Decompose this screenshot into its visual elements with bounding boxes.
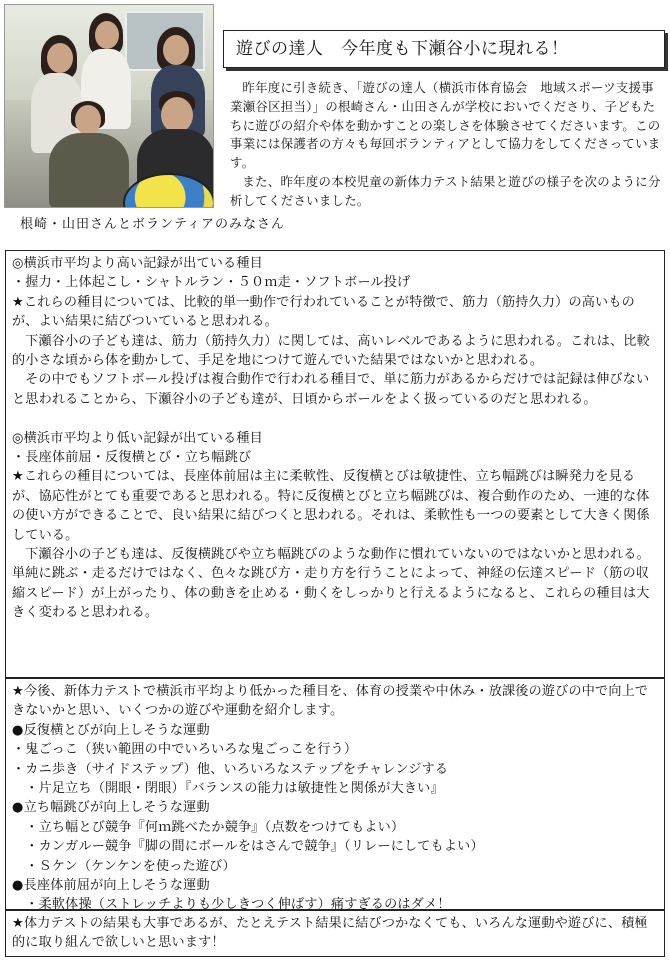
activities-box: [5, 678, 665, 913]
activity-item: ・柔軟体操（ストレッチよりも少しきつく伸ばす）痛すぎるのはダメ！: [12, 897, 451, 913]
closing-message: ★体力テストの結果も大事であるが、たとえテスト結果に結びつかなくても、いろんな運動や遊びに、積極的に取り組んで欲しいと思います！: [12, 916, 648, 951]
article-intro: [230, 79, 666, 211]
closing-box: [5, 910, 665, 957]
high-analysis: その中でもソフトボール投げは複合動作で行われる種目で、単に筋力があるからだけでは記録は伸びないと思われることから、下瀬谷小の子ども達が、日頃からボールをよく扱っているのだと思われる。: [12, 372, 650, 407]
low-heading: ◎横浜市平均より低い記録が出ている種目: [12, 430, 263, 446]
activity-item: ・Ｓケン（ケンケンを使った遊び）: [12, 858, 236, 874]
high-heading: ◎横浜市平均より高い記録が出ている種目: [12, 256, 263, 271]
activity-item: ・鬼ごっこ（狭い範囲の中でいろいろな鬼ごっこを行う）: [12, 742, 358, 758]
low-items: ・長座体前屈・反復横とび・立ち幅跳び: [12, 450, 252, 466]
activity-group-heading: ●立ち幅跳びが向上しそうな運動: [12, 800, 210, 816]
high-items: ・握力・上体起こし・シャトルラン・５０ｍ走・ソフトボール投げ: [12, 275, 411, 291]
activity-group-heading: ●反復横とびが向上しそうな運動: [12, 722, 210, 738]
activity-group-heading: ●長座体前屈が向上しそうな運動: [12, 878, 210, 894]
article-title: 遊びの達人 今年度も下瀬谷小に現れる！: [223, 30, 665, 68]
low-analysis: 下瀬谷小の子ども達は、反復横跳びや立ち幅跳びのような動作に慣れていないのではないかと思われる。単純に跳ぶ・走るだけではなく、色々な跳び方・走り方を行うことによって、神経の伝達スピード（筋の収縮スピード）が上がったり、体の動きを止める・動くをしっかりと行えるようになると、これらの種目は大きく変わると思われる。: [12, 547, 650, 621]
volunteers-photo: [4, 4, 214, 208]
intro-paragraph: 昨年度に引き続き、「遊びの達人（横浜市体育協会 地域スポーツ支援事業瀬谷区担当）」の根崎さん・山田さんが学校においでくださり、子どもたちに遊びの紹介や体を動かすことの楽しさを体験させてくださいます。この事業には保護者の方々も毎回ボランティアとして協力をしてくださっています。: [230, 80, 661, 171]
activity-item: ・カンガルー競争『脚の間にボールをはさんで競争』（リレーにしてもよい）: [12, 839, 484, 855]
activity-item: ・カニ歩き（サイドステップ）他、いろいろなステップをチャレンジする: [12, 761, 449, 777]
high-analysis: 下瀬谷小の子ども達は、筋力（筋持久力）に関しては、高いレベルであるように思われる。これは、比較的小さな頃から体を動かして、手足を地につけて遊んでいた結果ではないかと思われる。: [12, 333, 650, 369]
activity-item: ・立ち幅とび競争『何ｍ跳べたか競争』（点数をつけてもよい）: [12, 819, 405, 835]
fitness-analysis-box: [5, 250, 665, 678]
low-analysis: ★これらの種目については、長座体前屈は主に柔軟性、反復横とびは敏捷性、立ち幅跳びは瞬発力を見るが、協応性がとても重要であると思われる。特に反復横とびと立ち幅跳びは、複合動作のため、一連的な体の使い方ができることで、良い結果に結びつくと思われる。それは、柔軟性も一つの要素として大きく関係している。: [12, 469, 650, 543]
activity-item: ・片足立ち（開眼・閉眼）『バランスの能力は敏捷性と関係が大きい』: [12, 781, 444, 797]
photo-caption: 根崎・山田さんとボランティアのみなさん: [20, 217, 285, 232]
intro-paragraph: また、昨年度の本校児童の新体力テスト結果と遊びの様子を次のように分析してくださいました。: [230, 173, 661, 208]
high-analysis: ★これらの種目については、比較的単一動作で行われていることが特徴で、筋力（筋持久力）の高いものが、よい結果に結びついていると思われる。: [12, 294, 635, 330]
activities-intro: ★今後、新体力テストで横浜市平均より低かった種目を、体育の授業や中休み・放課後の遊びの中で向上できないかと思い、いくつかの遊びや運動を紹介します。: [12, 684, 649, 719]
